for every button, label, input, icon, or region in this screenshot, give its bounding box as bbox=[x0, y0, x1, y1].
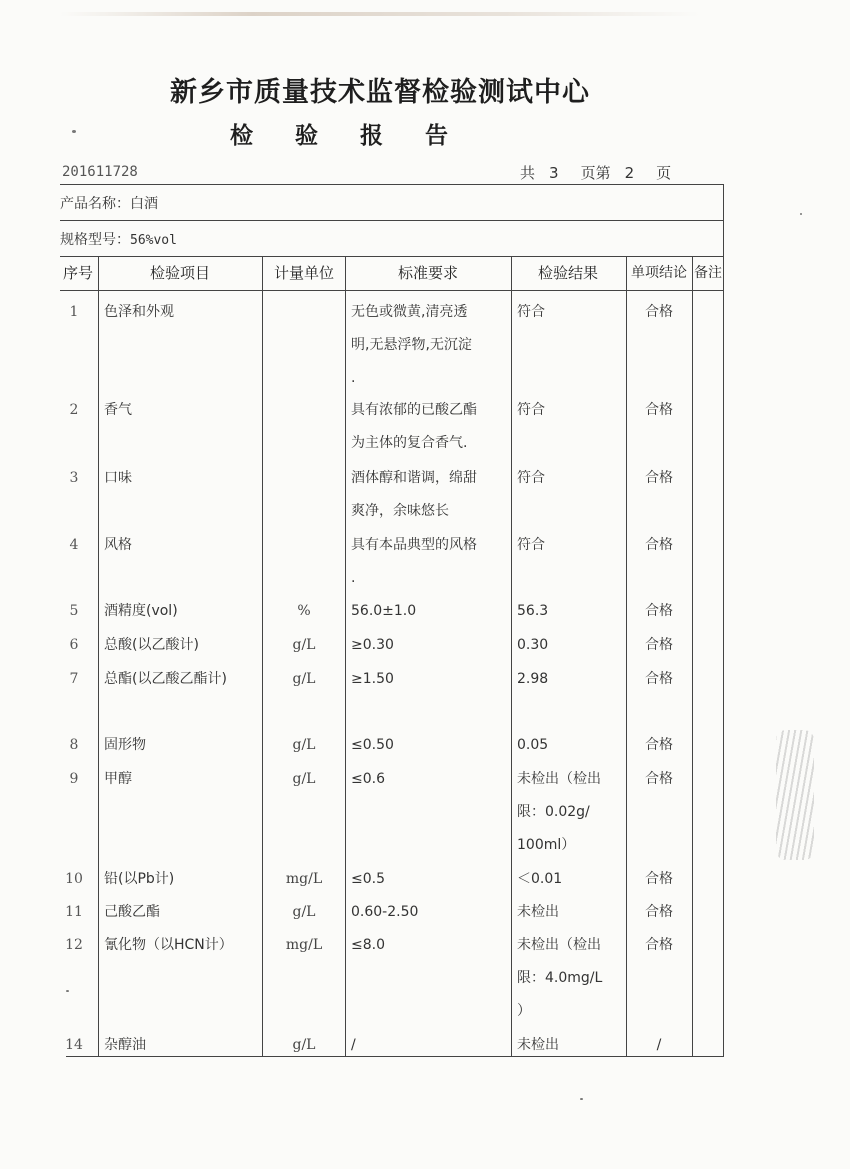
product-name-field bbox=[60, 193, 158, 213]
requirement-line: 具有浓郁的已酸乙酯 bbox=[351, 402, 477, 418]
page-end-label: 页 bbox=[656, 164, 672, 182]
row-item: 氰化物（以HCN计） bbox=[104, 937, 233, 953]
product-name-value: 白酒 bbox=[130, 196, 158, 212]
result-line: 符合 bbox=[517, 537, 545, 553]
margin-stamp-smear bbox=[776, 730, 814, 860]
row-item: 色泽和外观 bbox=[104, 304, 174, 320]
row-number: 4 bbox=[69, 537, 79, 553]
product-name-label: 产品名称： bbox=[60, 196, 130, 212]
page-current: 2 bbox=[624, 164, 635, 182]
result-line: 符合 bbox=[517, 402, 545, 418]
row-conclusion: 合格 bbox=[645, 737, 673, 753]
result-line: 56.3 bbox=[517, 603, 549, 619]
col-line-7 bbox=[723, 256, 724, 1056]
row-number: 9 bbox=[69, 771, 79, 787]
row-requirement bbox=[351, 763, 509, 796]
row-item: 总酯(以乙酸乙酯计) bbox=[104, 671, 227, 687]
row-requirement bbox=[351, 896, 509, 929]
requirement-line: ≤0.50 bbox=[351, 737, 394, 753]
row-result bbox=[517, 929, 625, 1028]
row-result bbox=[517, 729, 625, 762]
row-item: 总酸(以乙酸计) bbox=[104, 637, 199, 653]
requirement-line: ≤0.5 bbox=[351, 871, 385, 887]
spec-value: 56%vol bbox=[130, 233, 177, 248]
row-conclusion: 合格 bbox=[645, 904, 673, 920]
requirement-line: 0.60-2.50 bbox=[351, 904, 419, 920]
col-line-3 bbox=[345, 256, 346, 1056]
col-header-no: 序号 bbox=[62, 264, 93, 282]
row-number: 5 bbox=[69, 603, 79, 619]
row-requirement bbox=[351, 1029, 509, 1062]
row-result bbox=[517, 896, 625, 929]
row-conclusion: 合格 bbox=[645, 871, 673, 887]
org-title: 新乡市质量技术监督检验测试中心 bbox=[170, 77, 590, 108]
row-result bbox=[517, 629, 625, 662]
requirement-line: / bbox=[351, 1037, 356, 1053]
col-header-item: 检验项目 bbox=[149, 264, 210, 282]
row-item: 杂醇油 bbox=[104, 1037, 146, 1053]
requirement-line: ≥1.50 bbox=[351, 671, 394, 687]
requirement-line: . bbox=[351, 370, 356, 386]
row-conclusion: 合格 bbox=[645, 402, 673, 418]
row-number: 14 bbox=[65, 1037, 83, 1053]
row-requirement bbox=[351, 462, 509, 528]
row-requirement bbox=[351, 663, 509, 696]
scan-speck bbox=[580, 1098, 583, 1100]
requirement-line: 酒体醇和谐调，绵甜 bbox=[351, 470, 477, 486]
row-requirement bbox=[351, 629, 509, 662]
result-line: 符合 bbox=[517, 304, 545, 320]
result-line: 未检出 bbox=[517, 904, 559, 920]
result-line: 未检出（检出 bbox=[517, 771, 601, 787]
row-result bbox=[517, 394, 625, 427]
result-line: ） bbox=[517, 1003, 531, 1019]
col-line-4 bbox=[511, 256, 512, 1056]
col-header-requirement: 标准要求 bbox=[397, 264, 458, 282]
row-number: 7 bbox=[69, 671, 79, 687]
row-number: 11 bbox=[65, 904, 83, 920]
row-conclusion: 合格 bbox=[645, 771, 673, 787]
row-result bbox=[517, 296, 625, 329]
scan-speck bbox=[800, 213, 802, 215]
row-requirement bbox=[351, 729, 509, 762]
page-total-label: 共 bbox=[520, 164, 536, 182]
row-requirement bbox=[351, 529, 509, 595]
row-requirement bbox=[351, 394, 509, 460]
row-requirement bbox=[351, 863, 509, 896]
page-current-label: 页第 bbox=[580, 164, 611, 182]
frame-table-top bbox=[60, 256, 724, 257]
report-number: 201611728 bbox=[62, 164, 138, 180]
row-result bbox=[517, 1029, 625, 1062]
row-conclusion: 合格 bbox=[645, 603, 673, 619]
row-unit: g/L bbox=[292, 904, 316, 920]
row-item: 风格 bbox=[104, 537, 132, 553]
report-title: 检验报告 bbox=[230, 123, 490, 149]
row-unit: g/L bbox=[292, 1037, 316, 1053]
row-unit: g/L bbox=[292, 771, 316, 787]
requirement-line: 56.0±1.0 bbox=[351, 603, 417, 619]
row-unit: g/L bbox=[292, 671, 316, 687]
row-number: 3 bbox=[69, 470, 79, 486]
row-item: 铅(以Pb计) bbox=[104, 871, 175, 887]
row-requirement bbox=[351, 929, 509, 962]
row-number: 1 bbox=[69, 304, 79, 320]
spec-field bbox=[60, 229, 177, 249]
result-line: ＜0.01 bbox=[517, 871, 563, 887]
requirement-line: 为主体的复合香气. bbox=[351, 435, 468, 451]
row-conclusion: 合格 bbox=[645, 637, 673, 653]
row-unit: % bbox=[297, 603, 311, 619]
row-result bbox=[517, 763, 625, 862]
spec-label: 规格型号： bbox=[60, 232, 130, 248]
table-header-bottom bbox=[60, 290, 724, 291]
col-header-remark: 备注 bbox=[694, 265, 722, 281]
result-line: 限：4.0mg/L bbox=[517, 970, 603, 986]
row-requirement bbox=[351, 595, 509, 628]
result-line: 0.30 bbox=[517, 637, 549, 653]
row-conclusion: 合格 bbox=[645, 537, 673, 553]
requirement-line: 明,无悬浮物,无沉淀 bbox=[351, 337, 472, 353]
row-number: 8 bbox=[69, 737, 79, 753]
row-requirement bbox=[351, 296, 509, 395]
result-line: 限：0.02g/ bbox=[517, 804, 590, 820]
page-indicator bbox=[520, 162, 671, 183]
row-conclusion: 合格 bbox=[645, 304, 673, 320]
col-header-result: 检验结果 bbox=[537, 264, 598, 282]
requirement-line: ≤8.0 bbox=[351, 937, 385, 953]
result-line: 符合 bbox=[517, 470, 545, 486]
page-total: 3 bbox=[549, 164, 559, 182]
row-number: 6 bbox=[69, 637, 79, 653]
result-line: 100ml） bbox=[517, 837, 576, 853]
result-line: 2.98 bbox=[517, 671, 549, 687]
requirement-line: 无色或微黄,清亮透 bbox=[351, 304, 468, 320]
requirement-line: ≤0.6 bbox=[351, 771, 385, 787]
scan-speck bbox=[66, 990, 69, 992]
row-conclusion: 合格 bbox=[645, 671, 673, 687]
frame-top-line bbox=[60, 184, 724, 185]
row-unit: mg/L bbox=[285, 937, 323, 953]
result-line: 未检出 bbox=[517, 1037, 559, 1053]
row-result bbox=[517, 663, 625, 696]
row-item: 酒精度(vol) bbox=[104, 603, 178, 619]
row-unit: g/L bbox=[292, 737, 316, 753]
row-unit: mg/L bbox=[285, 871, 323, 887]
row-item: 己酸乙酯 bbox=[104, 904, 160, 920]
row-item: 固形物 bbox=[104, 737, 146, 753]
requirement-line: 爽净，余味悠长 bbox=[351, 503, 449, 519]
row-result bbox=[517, 863, 625, 896]
row-number: 2 bbox=[69, 402, 79, 418]
row-item: 甲醇 bbox=[104, 771, 132, 787]
row-unit: g/L bbox=[292, 637, 316, 653]
col-line-1 bbox=[98, 256, 99, 1056]
row-conclusion: 合格 bbox=[645, 937, 673, 953]
scan-edge-smudge bbox=[60, 12, 700, 16]
col-header-conclusion: 单项结论 bbox=[631, 265, 687, 281]
requirement-line: ≥0.30 bbox=[351, 637, 394, 653]
row-item: 香气 bbox=[104, 402, 132, 418]
result-line: 未检出（检出 bbox=[517, 937, 601, 953]
scan-speck bbox=[72, 130, 76, 133]
row-number: 10 bbox=[65, 871, 83, 887]
row-conclusion: / bbox=[656, 1037, 662, 1053]
row-item: 口味 bbox=[104, 470, 132, 486]
frame-field-divider bbox=[60, 220, 724, 221]
col-line-6 bbox=[692, 256, 693, 1056]
row-number: 12 bbox=[65, 937, 83, 953]
row-result bbox=[517, 595, 625, 628]
row-result bbox=[517, 462, 625, 495]
row-result bbox=[517, 529, 625, 562]
requirement-line: . bbox=[351, 570, 356, 586]
result-line: 0.05 bbox=[517, 737, 549, 753]
requirement-line: 具有本品典型的风格 bbox=[351, 537, 477, 553]
row-conclusion: 合格 bbox=[645, 470, 673, 486]
col-header-unit: 计量单位 bbox=[273, 264, 334, 282]
